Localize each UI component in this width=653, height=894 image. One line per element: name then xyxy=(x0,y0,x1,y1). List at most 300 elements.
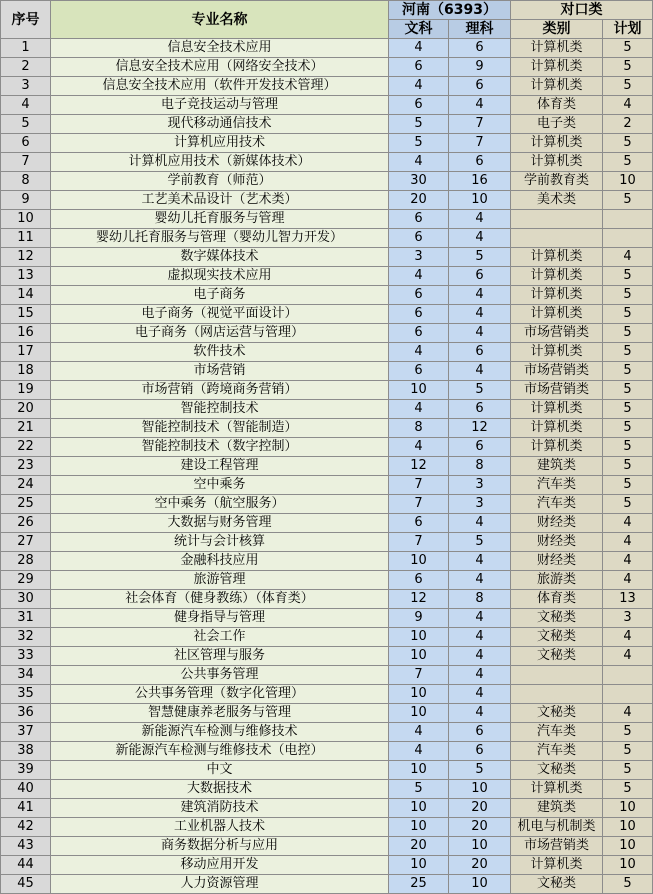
category-name: 计算机类 xyxy=(511,780,603,799)
header-duikou: 对口类 xyxy=(511,1,653,20)
major-name: 建筑消防技术 xyxy=(51,799,389,818)
wenke-count: 7 xyxy=(389,666,449,685)
category-name: 计算机类 xyxy=(511,39,603,58)
category-name: 计算机类 xyxy=(511,153,603,172)
major-name: 大数据技术 xyxy=(51,780,389,799)
table-row xyxy=(1,609,653,628)
category-name: 学前教育类 xyxy=(511,172,603,191)
row-index: 11 xyxy=(1,229,51,248)
major-name: 虚拟现实技术应用 xyxy=(51,267,389,286)
category-name: 计算机类 xyxy=(511,286,603,305)
plan-count: 4 xyxy=(603,96,653,115)
plan-count: 3 xyxy=(603,609,653,628)
like-count: 4 xyxy=(449,704,511,723)
table-row xyxy=(1,666,653,685)
row-index: 34 xyxy=(1,666,51,685)
row-index: 36 xyxy=(1,704,51,723)
wenke-count: 25 xyxy=(389,875,449,894)
row-index: 32 xyxy=(1,628,51,647)
category-name: 市场营销类 xyxy=(511,381,603,400)
like-count: 10 xyxy=(449,875,511,894)
plan-count: 10 xyxy=(603,172,653,191)
category-name: 计算机类 xyxy=(511,419,603,438)
major-name: 信息安全技术应用（软件开发技术管理） xyxy=(51,77,389,96)
wenke-count: 4 xyxy=(389,723,449,742)
wenke-count: 6 xyxy=(389,96,449,115)
table-row xyxy=(1,286,653,305)
table-row xyxy=(1,552,653,571)
row-index: 30 xyxy=(1,590,51,609)
like-count: 6 xyxy=(449,438,511,457)
table-row xyxy=(1,400,653,419)
plan-count: 5 xyxy=(603,495,653,514)
wenke-count: 3 xyxy=(389,248,449,267)
like-count: 4 xyxy=(449,609,511,628)
wenke-count: 6 xyxy=(389,362,449,381)
row-index: 19 xyxy=(1,381,51,400)
plan-count: 5 xyxy=(603,324,653,343)
table-row xyxy=(1,514,653,533)
table-row xyxy=(1,343,653,362)
row-index: 9 xyxy=(1,191,51,210)
row-index: 4 xyxy=(1,96,51,115)
category-name: 计算机类 xyxy=(511,77,603,96)
like-count: 8 xyxy=(449,590,511,609)
plan-count: 5 xyxy=(603,286,653,305)
plan-count: 5 xyxy=(603,742,653,761)
row-index: 26 xyxy=(1,514,51,533)
wenke-count: 5 xyxy=(389,115,449,134)
row-index: 38 xyxy=(1,742,51,761)
category-name xyxy=(511,666,603,685)
major-name: 统计与会计核算 xyxy=(51,533,389,552)
like-count: 5 xyxy=(449,248,511,267)
category-name: 文秘类 xyxy=(511,704,603,723)
table-row xyxy=(1,324,653,343)
like-count: 4 xyxy=(449,362,511,381)
like-count: 16 xyxy=(449,172,511,191)
row-index: 10 xyxy=(1,210,51,229)
row-index: 3 xyxy=(1,77,51,96)
table-row xyxy=(1,172,653,191)
plan-count: 4 xyxy=(603,647,653,666)
plan-count: 13 xyxy=(603,590,653,609)
major-name: 人力资源管理 xyxy=(51,875,389,894)
plan-count: 10 xyxy=(603,856,653,875)
table-row xyxy=(1,476,653,495)
category-name: 建筑类 xyxy=(511,457,603,476)
major-name: 信息安全技术应用 xyxy=(51,39,389,58)
major-name: 婴幼儿托育服务与管理 xyxy=(51,210,389,229)
like-count: 4 xyxy=(449,305,511,324)
like-count: 10 xyxy=(449,780,511,799)
table-row xyxy=(1,761,653,780)
table-row xyxy=(1,856,653,875)
category-name: 计算机类 xyxy=(511,134,603,153)
table-row xyxy=(1,438,653,457)
category-name: 市场营销类 xyxy=(511,362,603,381)
plan-count: 4 xyxy=(603,248,653,267)
major-name: 数字媒体技术 xyxy=(51,248,389,267)
category-name xyxy=(511,210,603,229)
plan-count: 5 xyxy=(603,875,653,894)
like-count: 5 xyxy=(449,761,511,780)
header-plan: 计划 xyxy=(603,20,653,39)
wenke-count: 6 xyxy=(389,286,449,305)
like-count: 20 xyxy=(449,799,511,818)
table-row xyxy=(1,77,653,96)
wenke-count: 10 xyxy=(389,552,449,571)
plan-count: 4 xyxy=(603,571,653,590)
table-row xyxy=(1,495,653,514)
category-name: 计算机类 xyxy=(511,438,603,457)
table-row xyxy=(1,115,653,134)
major-name: 智能控制技术（智能制造） xyxy=(51,419,389,438)
major-name: 公共事务管理 xyxy=(51,666,389,685)
major-name: 婴幼儿托育服务与管理（婴幼儿智力开发） xyxy=(51,229,389,248)
category-name: 财经类 xyxy=(511,552,603,571)
like-count: 6 xyxy=(449,742,511,761)
category-name: 计算机类 xyxy=(511,248,603,267)
wenke-count: 20 xyxy=(389,837,449,856)
table-row xyxy=(1,723,653,742)
wenke-count: 4 xyxy=(389,267,449,286)
row-index: 21 xyxy=(1,419,51,438)
row-index: 43 xyxy=(1,837,51,856)
plan-count: 5 xyxy=(603,134,653,153)
like-count: 4 xyxy=(449,96,511,115)
table-header xyxy=(1,1,653,39)
row-index: 35 xyxy=(1,685,51,704)
like-count: 4 xyxy=(449,514,511,533)
wenke-count: 30 xyxy=(389,172,449,191)
major-name: 电子竞技运动与管理 xyxy=(51,96,389,115)
wenke-count: 10 xyxy=(389,628,449,647)
table-row xyxy=(1,381,653,400)
major-name: 市场营销（跨境商务营销） xyxy=(51,381,389,400)
category-name: 汽车类 xyxy=(511,723,603,742)
major-name: 空中乘务（航空服务） xyxy=(51,495,389,514)
like-count: 4 xyxy=(449,628,511,647)
plan-count: 5 xyxy=(603,267,653,286)
category-name: 体育类 xyxy=(511,590,603,609)
plan-count xyxy=(603,685,653,704)
category-name: 体育类 xyxy=(511,96,603,115)
wenke-count: 10 xyxy=(389,704,449,723)
category-name: 机电与机制类 xyxy=(511,818,603,837)
major-name: 工业机器人技术 xyxy=(51,818,389,837)
wenke-count: 6 xyxy=(389,324,449,343)
table-row xyxy=(1,248,653,267)
plan-count: 5 xyxy=(603,457,653,476)
table-row xyxy=(1,533,653,552)
like-count: 6 xyxy=(449,77,511,96)
category-name: 计算机类 xyxy=(511,400,603,419)
major-name: 中文 xyxy=(51,761,389,780)
plan-count: 4 xyxy=(603,704,653,723)
row-index: 18 xyxy=(1,362,51,381)
row-index: 16 xyxy=(1,324,51,343)
wenke-count: 4 xyxy=(389,77,449,96)
plan-count xyxy=(603,229,653,248)
major-name: 电子商务（网店运营与管理） xyxy=(51,324,389,343)
major-name: 商务数据分析与应用 xyxy=(51,837,389,856)
wenke-count: 6 xyxy=(389,210,449,229)
table-row xyxy=(1,419,653,438)
plan-count: 5 xyxy=(603,343,653,362)
like-count: 5 xyxy=(449,381,511,400)
major-name: 社区管理与服务 xyxy=(51,647,389,666)
category-name: 文秘类 xyxy=(511,609,603,628)
row-index: 25 xyxy=(1,495,51,514)
plan-count: 5 xyxy=(603,362,653,381)
major-name: 计算机应用技术（新媒体技术） xyxy=(51,153,389,172)
category-name: 文秘类 xyxy=(511,647,603,666)
table-row xyxy=(1,590,653,609)
row-index: 8 xyxy=(1,172,51,191)
wenke-count: 6 xyxy=(389,514,449,533)
plan-count: 5 xyxy=(603,761,653,780)
row-index: 27 xyxy=(1,533,51,552)
major-name: 市场营销 xyxy=(51,362,389,381)
wenke-count: 10 xyxy=(389,761,449,780)
table-row xyxy=(1,799,653,818)
category-name: 财经类 xyxy=(511,514,603,533)
major-name: 现代移动通信技术 xyxy=(51,115,389,134)
table-row xyxy=(1,742,653,761)
wenke-count: 4 xyxy=(389,153,449,172)
like-count: 7 xyxy=(449,134,511,153)
major-name: 工艺美术品设计（艺术类） xyxy=(51,191,389,210)
row-index: 13 xyxy=(1,267,51,286)
table-row xyxy=(1,39,653,58)
table-body xyxy=(1,39,653,894)
major-name: 建设工程管理 xyxy=(51,457,389,476)
wenke-count: 4 xyxy=(389,438,449,457)
row-index: 5 xyxy=(1,115,51,134)
like-count: 4 xyxy=(449,685,511,704)
major-name: 智慧健康养老服务与管理 xyxy=(51,704,389,723)
wenke-count: 10 xyxy=(389,685,449,704)
row-index: 20 xyxy=(1,400,51,419)
row-index: 6 xyxy=(1,134,51,153)
major-name: 健身指导与管理 xyxy=(51,609,389,628)
plan-count: 5 xyxy=(603,419,653,438)
like-count: 4 xyxy=(449,210,511,229)
table-row xyxy=(1,96,653,115)
table-row xyxy=(1,362,653,381)
plan-count: 10 xyxy=(603,837,653,856)
like-count: 6 xyxy=(449,153,511,172)
like-count: 6 xyxy=(449,39,511,58)
wenke-count: 4 xyxy=(389,343,449,362)
row-index: 2 xyxy=(1,58,51,77)
like-count: 6 xyxy=(449,343,511,362)
like-count: 6 xyxy=(449,267,511,286)
table-row xyxy=(1,818,653,837)
category-name: 汽车类 xyxy=(511,476,603,495)
table-row xyxy=(1,229,653,248)
header-major: 专业名称 xyxy=(51,1,389,39)
row-index: 41 xyxy=(1,799,51,818)
like-count: 10 xyxy=(449,837,511,856)
table-row xyxy=(1,780,653,799)
row-index: 42 xyxy=(1,818,51,837)
major-name: 智能控制技术 xyxy=(51,400,389,419)
major-name: 计算机应用技术 xyxy=(51,134,389,153)
table-row xyxy=(1,153,653,172)
major-name: 空中乘务 xyxy=(51,476,389,495)
plan-count: 5 xyxy=(603,723,653,742)
table-row xyxy=(1,134,653,153)
category-name: 电子类 xyxy=(511,115,603,134)
major-name: 电子商务（视觉平面设计） xyxy=(51,305,389,324)
table-row xyxy=(1,267,653,286)
like-count: 8 xyxy=(449,457,511,476)
major-name: 社会体育（健身教练）（体育类） xyxy=(51,590,389,609)
wenke-count: 8 xyxy=(389,419,449,438)
major-name: 新能源汽车检测与维修技术 xyxy=(51,723,389,742)
like-count: 4 xyxy=(449,666,511,685)
like-count: 4 xyxy=(449,552,511,571)
row-index: 12 xyxy=(1,248,51,267)
category-name: 汽车类 xyxy=(511,495,603,514)
wenke-count: 5 xyxy=(389,780,449,799)
major-name: 大数据与财务管理 xyxy=(51,514,389,533)
category-name: 计算机类 xyxy=(511,856,603,875)
category-name xyxy=(511,229,603,248)
like-count: 4 xyxy=(449,229,511,248)
major-name: 软件技术 xyxy=(51,343,389,362)
category-name: 建筑类 xyxy=(511,799,603,818)
plan-count: 5 xyxy=(603,39,653,58)
category-name: 市场营销类 xyxy=(511,324,603,343)
like-count: 7 xyxy=(449,115,511,134)
table-row xyxy=(1,837,653,856)
row-index: 39 xyxy=(1,761,51,780)
plan-count: 4 xyxy=(603,514,653,533)
plan-count: 10 xyxy=(603,799,653,818)
wenke-count: 10 xyxy=(389,799,449,818)
table-row xyxy=(1,685,653,704)
category-name: 计算机类 xyxy=(511,305,603,324)
category-name: 旅游类 xyxy=(511,571,603,590)
wenke-count: 7 xyxy=(389,533,449,552)
category-name: 美术类 xyxy=(511,191,603,210)
like-count: 4 xyxy=(449,286,511,305)
table-row xyxy=(1,571,653,590)
wenke-count: 4 xyxy=(389,742,449,761)
plan-count: 5 xyxy=(603,77,653,96)
category-name: 财经类 xyxy=(511,533,603,552)
wenke-count: 7 xyxy=(389,476,449,495)
plan-count xyxy=(603,210,653,229)
row-index: 17 xyxy=(1,343,51,362)
like-count: 20 xyxy=(449,856,511,875)
row-index: 23 xyxy=(1,457,51,476)
category-name xyxy=(511,685,603,704)
plan-count: 5 xyxy=(603,780,653,799)
header-like: 理科 xyxy=(449,20,511,39)
header-seq: 序号 xyxy=(1,1,51,39)
row-index: 14 xyxy=(1,286,51,305)
plan-count: 4 xyxy=(603,628,653,647)
major-name: 公共事务管理（数字化管理） xyxy=(51,685,389,704)
row-index: 7 xyxy=(1,153,51,172)
like-count: 6 xyxy=(449,723,511,742)
row-index: 24 xyxy=(1,476,51,495)
row-index: 15 xyxy=(1,305,51,324)
category-name: 文秘类 xyxy=(511,875,603,894)
row-index: 37 xyxy=(1,723,51,742)
row-index: 31 xyxy=(1,609,51,628)
plan-count xyxy=(603,666,653,685)
plan-count: 5 xyxy=(603,153,653,172)
like-count: 20 xyxy=(449,818,511,837)
like-count: 3 xyxy=(449,476,511,495)
plan-count: 10 xyxy=(603,818,653,837)
wenke-count: 6 xyxy=(389,58,449,77)
major-name: 信息安全技术应用（网络安全技术） xyxy=(51,58,389,77)
category-name: 市场营销类 xyxy=(511,837,603,856)
major-name: 移动应用开发 xyxy=(51,856,389,875)
wenke-count: 20 xyxy=(389,191,449,210)
like-count: 9 xyxy=(449,58,511,77)
row-index: 44 xyxy=(1,856,51,875)
wenke-count: 12 xyxy=(389,457,449,476)
plan-count: 5 xyxy=(603,476,653,495)
like-count: 3 xyxy=(449,495,511,514)
row-index: 29 xyxy=(1,571,51,590)
major-name: 社会工作 xyxy=(51,628,389,647)
plan-count: 5 xyxy=(603,438,653,457)
table-row xyxy=(1,875,653,894)
row-index: 33 xyxy=(1,647,51,666)
category-name: 文秘类 xyxy=(511,628,603,647)
wenke-count: 6 xyxy=(389,571,449,590)
plan-count: 2 xyxy=(603,115,653,134)
major-name: 旅游管理 xyxy=(51,571,389,590)
wenke-count: 5 xyxy=(389,134,449,153)
table-row xyxy=(1,647,653,666)
major-name: 新能源汽车检测与维修技术（电控） xyxy=(51,742,389,761)
table-row xyxy=(1,58,653,77)
wenke-count: 6 xyxy=(389,229,449,248)
plan-count: 5 xyxy=(603,381,653,400)
category-name: 计算机类 xyxy=(511,343,603,362)
plan-count: 4 xyxy=(603,533,653,552)
row-index: 28 xyxy=(1,552,51,571)
table-row xyxy=(1,191,653,210)
like-count: 4 xyxy=(449,324,511,343)
plan-count: 5 xyxy=(603,305,653,324)
wenke-count: 7 xyxy=(389,495,449,514)
row-index: 1 xyxy=(1,39,51,58)
row-index: 45 xyxy=(1,875,51,894)
major-name: 智能控制技术（数字控制） xyxy=(51,438,389,457)
like-count: 4 xyxy=(449,571,511,590)
like-count: 5 xyxy=(449,533,511,552)
plan-count: 5 xyxy=(603,400,653,419)
like-count: 6 xyxy=(449,400,511,419)
wenke-count: 4 xyxy=(389,39,449,58)
header-wenke: 文科 xyxy=(389,20,449,39)
wenke-count: 12 xyxy=(389,590,449,609)
table-row xyxy=(1,628,653,647)
like-count: 12 xyxy=(449,419,511,438)
row-index: 40 xyxy=(1,780,51,799)
category-name: 汽车类 xyxy=(511,742,603,761)
